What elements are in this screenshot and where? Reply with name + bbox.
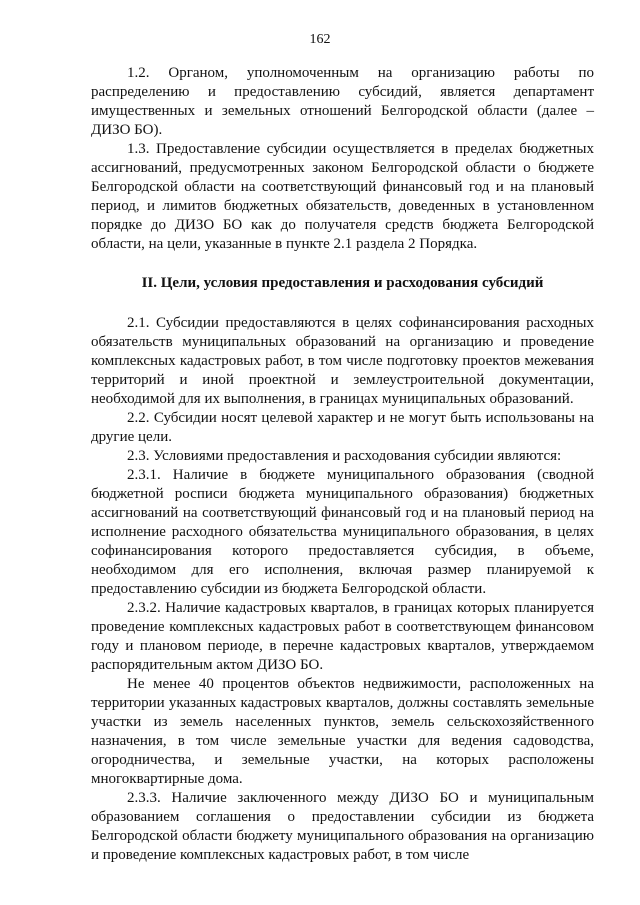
paragraph-2-2: 2.2. Субсидии носят целевой характер и не могут быть использованы на другие цели. [91,410,594,445]
paragraph-2-3-1: 2.3.1. Наличие в бюджете муниципального образования (сводной бюджетной росписи бюджета муниципального образования) бюджетных ассигнований на соответствующий финансовый год и на плановый период на исполнение расходного обязательства муниципального образования, в целях софинансирования которого предоставляется субсидия, в объеме, необходимом для его исполнения, включая размер планируемой к предоставлению субсидии из бюджета Белгородской области. [91,467,594,597]
paragraph-2-3-3: 2.3.3. Наличие заключенного между ДИЗО БО и муниципальным образованием соглашения о предоставлении субсидии из бюджета Белгородской области бюджету муниципального образования на организацию и проведение комплексных кадастровых работ, в том числе [91,790,594,863]
paragraph-1-3: 1.3. Предоставление субсидии осуществляется в пределах бюджетных ассигнований, предусмотренных законом Белгородской области о бюджете Белгородской области на соответствующий финансовый год и на плановый период, и лимитов бюджетных обязательств, доведенных в установленном порядке до ДИЗО БО как до получателя средств бюджета Белгородской области, на цели, указанные в пункте 2.1 раздела 2 Порядка. [91,141,594,252]
document-body [91,64,594,865]
section-heading: II. Цели, условия предоставления и расходования субсидий [141,275,544,291]
paragraph-2-3-2-cont: Не менее 40 процентов объектов недвижимости, расположенных на территории указанных кадастровых кварталов, должны составлять земельные участки из земель населенных пунктов, земель сельскохозяйственного назначения, в том числе земельные участки для ведения садоводства, огородничества, и земельные участки, на которых расположены многоквартирные дома. [91,676,594,787]
paragraph-2-1: 2.1. Субсидии предоставляются в целях софинансирования расходных обязательств муниципальных образований на организацию и проведение комплексных кадастровых работ, в том числе подготовку проектов межевания территорий и иной проектной и землеустроительной документации, необходимой для их выполнения, в границах муниципальных образований. [91,315,594,407]
paragraph-2-3-2: 2.3.2. Наличие кадастровых кварталов, в границах которых планируется проведение комплексных кадастровых работ в соответствующем финансовом году и плановом периоде, в перечне кадастровых кварталов, утверждаемом распорядительным актом ДИЗО БО. [91,600,594,673]
page-number: 162 [309,32,331,47]
paragraph-2-3: 2.3. Условиями предоставления и расходования субсидии являются: [127,448,562,464]
paragraph-1-2: 1.2. Органом, уполномоченным на организацию работы по распределению и предоставлению субсидий, является департамент имущественных и земельных отношений Белгородской области (далее – ДИЗО БО). [91,65,594,138]
